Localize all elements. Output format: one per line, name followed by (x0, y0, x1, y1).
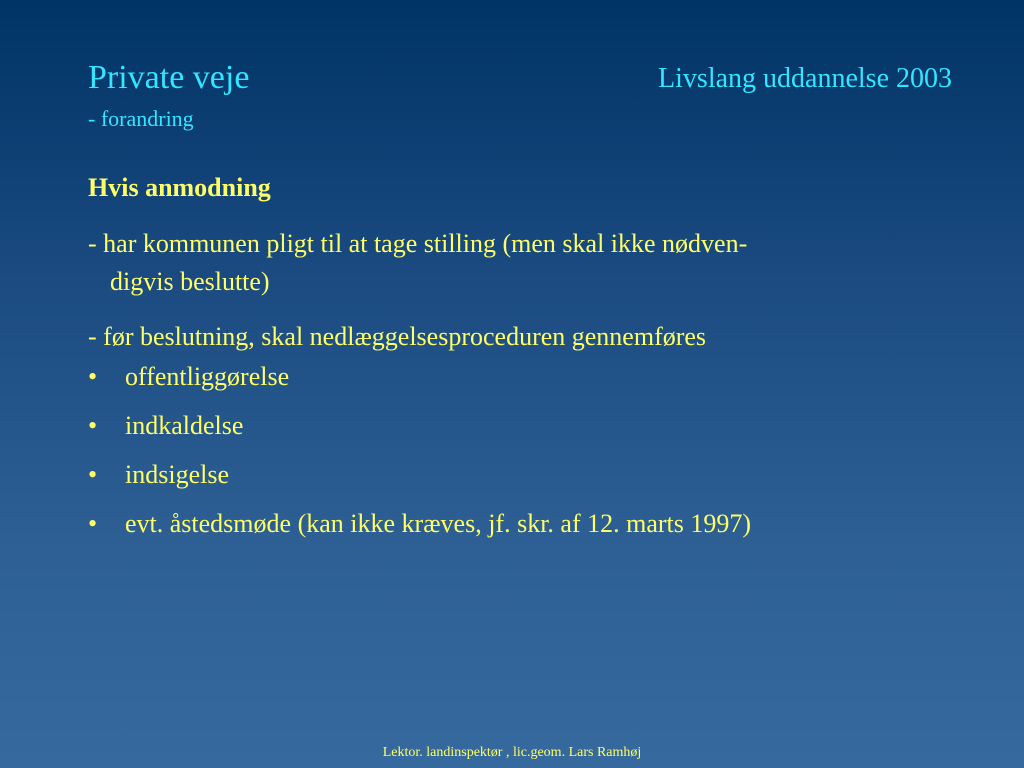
bullet-icon: • (88, 362, 98, 391)
bullet-icon: • (88, 509, 98, 538)
list-item-text: indkaldelse (125, 411, 244, 440)
bullet-icon: • (88, 411, 98, 440)
slide-title: Private veje (88, 59, 250, 96)
paragraph-1 (88, 225, 968, 301)
bullet-icon: • (88, 460, 98, 489)
course-header: Livslang uddannelse 2003 (658, 63, 952, 94)
list-item (88, 505, 751, 554)
list-item-text: indsigelse (125, 460, 229, 489)
list-item (88, 407, 751, 456)
slide-subtitle: - forandring (88, 106, 194, 131)
paragraph-1-line-1: - har kommunen pligt til at tage stilling (men skal ikke nødven- (88, 229, 748, 258)
list-item (88, 358, 751, 407)
paragraph-2: - før beslutning, skal nedlæggelsesproceduren gennemføres (88, 322, 707, 351)
list-item-text: offentliggørelse (125, 362, 290, 391)
paragraph-1-line-2: digvis beslutte) (110, 267, 270, 296)
list-item (88, 456, 751, 505)
section-heading: Hvis anmodning (88, 173, 271, 202)
bullet-list (88, 358, 751, 554)
footer-author: Lektor. landinspektør , lic.geom. Lars Ramhøj (382, 745, 642, 760)
list-item-text: evt. åstedsmøde (kan ikke kræves, jf. skr. af 12. marts 1997) (125, 509, 752, 538)
